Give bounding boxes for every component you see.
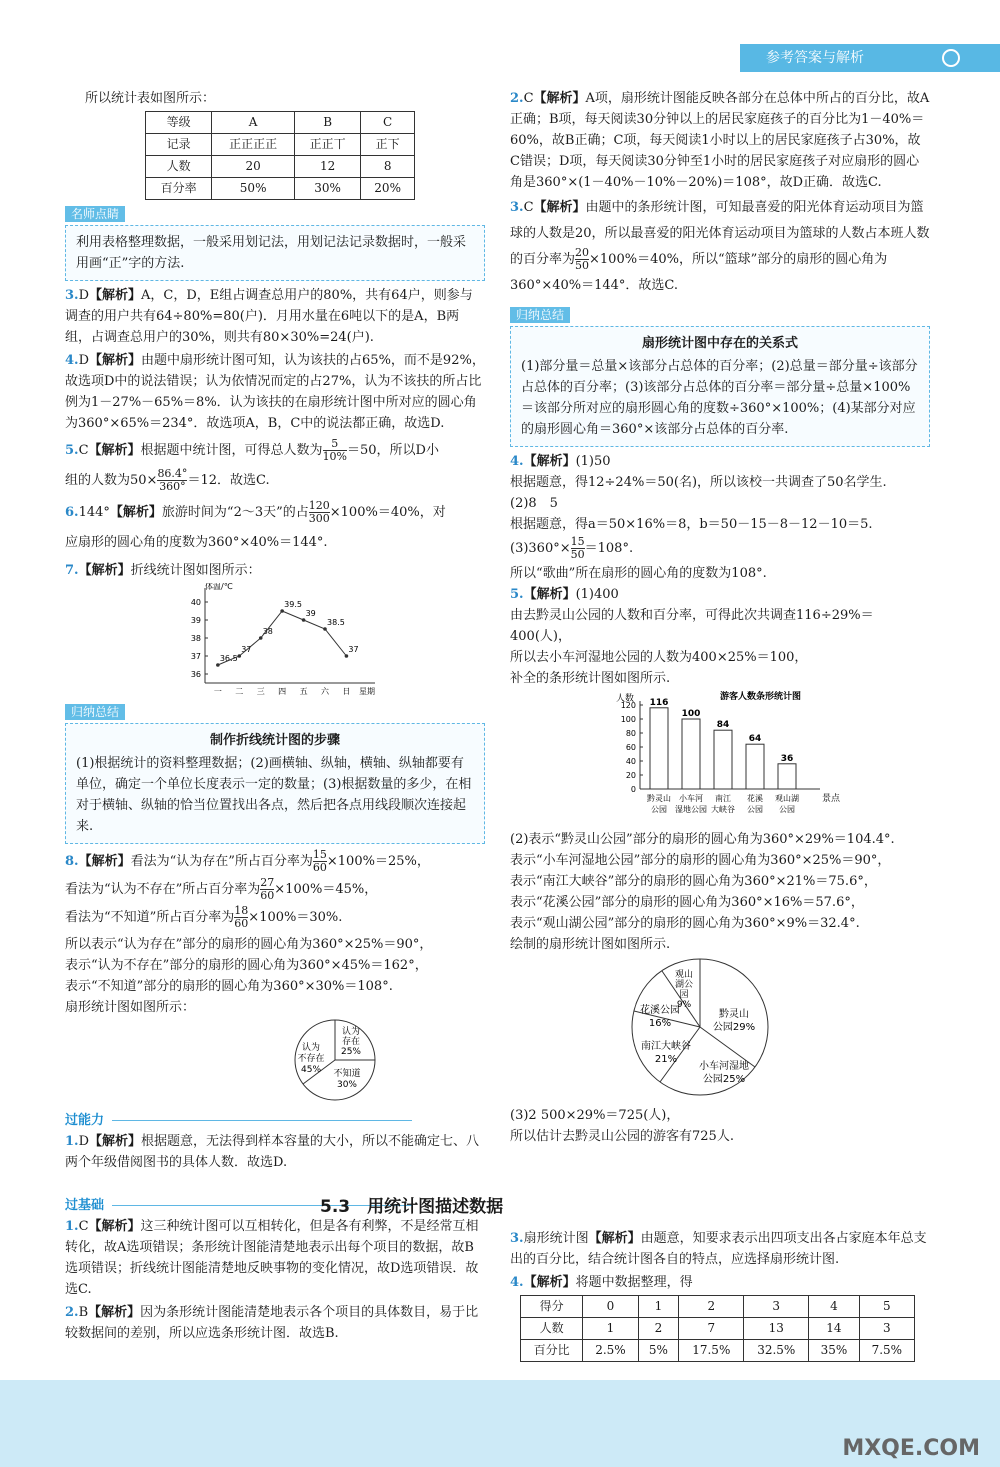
table-cell: 12 <box>294 156 360 178</box>
q-text: 表示“认为不存在”部分的扇形的圆心角为360°×45%＝162°， <box>65 958 428 973</box>
table-cell: 7 <box>679 1318 744 1340</box>
table-cell: 35% <box>809 1340 859 1362</box>
q-text: 根据题意，无法得到样本容量的大小，所以不能确定七、八两个年级借阅图书的具体人数．故选D. <box>65 1134 480 1170</box>
bar <box>778 764 796 789</box>
q-number: 8. <box>65 854 79 869</box>
pie-label: 不存在 <box>297 1054 325 1064</box>
x-tick-label: 公园 <box>651 805 667 814</box>
table-cell: 20 <box>212 156 295 178</box>
data-label: 100 <box>681 709 701 719</box>
fraction <box>313 849 327 874</box>
tip-title: 制作折线统计图的步骤 <box>209 733 340 748</box>
table-cell: 2 <box>679 1296 744 1318</box>
q-number: 5. <box>510 587 524 602</box>
bar <box>650 708 668 789</box>
pie-label: 湖公 <box>674 980 694 990</box>
pie-label: 认为 <box>341 1027 361 1037</box>
q-text: 所以去小车河湿地公园的人数为400×25%＝100， <box>510 650 808 665</box>
right-column <box>510 88 930 1147</box>
q-tag: 【解析】 <box>78 563 131 578</box>
denominator: 60 <box>260 889 275 902</box>
q-text: ×100%＝40%，所以“篮球”部分的扇形的圆心角为360°×40%＝144°．故选C. <box>510 252 888 293</box>
q-tag: 【解析】 <box>588 1231 641 1246</box>
pie-label: 30% <box>336 1080 358 1090</box>
q-number: 2. <box>510 91 524 106</box>
data-label: 116 <box>649 697 669 708</box>
q-number: 3. <box>510 1231 524 1246</box>
rocket-icon <box>942 49 960 67</box>
q-text: 所以表示“认为存在”部分的扇形的圆心角为360°×25%＝90°， <box>65 937 433 952</box>
q-number: 4. <box>510 1275 524 1290</box>
x-tick-label: 四 <box>278 687 287 696</box>
answer-q3 <box>65 285 485 348</box>
table-cell: 50% <box>212 178 295 200</box>
q-text: 由题中扇形统计图可知，认为该扶的占65%，而不是92%，故选项D中的说法错误；认为依情况而定的占27%，认为不该扶的所占比例为1－27%－65%＝8%．认为该扶的在扇形统计图中所对应的圆心角为360°×65%＝234°．故选项A，B，C中的说法都正确，故选D. <box>65 353 485 431</box>
intro-text: 所以统计表如图所示： <box>85 91 216 106</box>
y-tick-label: 36 <box>190 670 201 679</box>
x-tick-label: 观山湖 <box>775 794 799 803</box>
q-tag: 【解析】 <box>109 505 162 520</box>
data-label: 38 <box>262 627 273 636</box>
numerator: 20 <box>575 246 590 259</box>
q-answer: C <box>78 1219 89 1234</box>
footer-band <box>0 1380 1000 1467</box>
q-text: 所以“歌曲”所在扇形的圆心角的度数为108°. <box>510 566 767 581</box>
table-row <box>146 134 415 156</box>
data-label: 84 <box>716 720 730 731</box>
fraction <box>571 536 585 561</box>
x-tick-label: 小车河 <box>679 794 703 803</box>
x-tick-label: 公园 <box>747 805 763 814</box>
q-tag: 【解析】 <box>533 200 586 215</box>
watermark: MXQE.COM <box>842 1436 980 1461</box>
q-number: 4. <box>510 454 524 469</box>
tip-label: 归纳总结 <box>510 307 570 323</box>
pie-label: 黔灵山 <box>719 1009 749 1020</box>
tip-text: (1)部分量＝总量×该部分占总体的百分率；(2)总量＝部分量÷该部分占总体的百分率；(3)该部分占总体的百分率＝部分量÷总量×100%＝该部分所对应的扇形圆心角的度数÷360°×100%；(4)某部分对应的扇形圆心角＝360°×该部分占总体的百分率. <box>521 359 918 437</box>
pie-label: 公园25% <box>702 1074 746 1085</box>
q-text: A项，扇形统计图能反映各部分在总体中所占的百分比，故A正确；B项，每天阅读30分钟以上的居民家庭孩子的百分比为1－40%＝60%，故B正确；C项，每天阅读1小时以上的居民家庭孩子占30%，故C错误；D项，每天阅读30分钟至1小时的居民家庭孩子对应扇形的圆心角是360°×(1－40%－10%－20%)＝108°，故D正确．故选C. <box>510 91 930 190</box>
q-number: 1. <box>65 1134 79 1149</box>
table-row <box>521 1296 915 1318</box>
q-tag: 【解析】 <box>88 1305 141 1320</box>
q-text: ×100%＝45%， <box>274 882 378 897</box>
q-tag: 【解析】 <box>533 91 586 106</box>
tip-label: 归纳总结 <box>65 704 125 720</box>
q-text: 由题意，知要求表示出四项支出各占家庭本年总支出的百分比，结合统计图各自的特点，应选择扇形统计图. <box>510 1231 927 1267</box>
x-axis-label: 景点 <box>822 794 841 804</box>
q-text: ＝50，所以D小 <box>347 443 439 458</box>
answer-q4 <box>65 350 485 434</box>
bar <box>682 719 700 789</box>
table-cell: 13 <box>744 1318 809 1340</box>
data-label: 39 <box>305 609 316 618</box>
table-cell: C <box>361 112 415 134</box>
denominator: 50 <box>575 259 590 272</box>
pie-label: 不知道 <box>333 1069 361 1079</box>
data-label: 64 <box>748 734 762 745</box>
y-tick-label: 38 <box>190 634 201 643</box>
pie-label: 认为 <box>301 1043 321 1053</box>
q-text: 扇形统计图如图所示： <box>65 1000 196 1015</box>
pie-label: 小车河湿地 <box>699 1061 749 1072</box>
pie-chart-visitors <box>510 955 930 1105</box>
table-cell: 1 <box>638 1296 679 1318</box>
answer-q6 <box>65 498 485 558</box>
q-answer: 144° <box>78 505 110 520</box>
q-text: (1)400 <box>575 587 619 602</box>
q-number: 1. <box>65 1219 79 1234</box>
q-text: ×100%＝30%. <box>248 910 343 925</box>
section-pass-ability: 过能力 <box>65 1110 485 1131</box>
table-cell: 1 <box>583 1318 638 1340</box>
bar <box>714 730 732 789</box>
tally-table <box>145 111 415 200</box>
table-cell: 正正正正 <box>212 134 295 156</box>
x-axis-label: 星期 <box>359 687 375 696</box>
table-cell: 百分率 <box>146 178 212 200</box>
pie-label: 观山 <box>674 970 694 980</box>
denominator: 300 <box>308 512 330 525</box>
pie-label: 45% <box>300 1065 322 1075</box>
data-label: 36 <box>780 753 794 764</box>
table-cell: 人数 <box>521 1318 583 1340</box>
answer-q5 <box>65 436 485 496</box>
table-cell: 14 <box>809 1318 859 1340</box>
q-text: ×100%＝40%，对 <box>329 505 446 520</box>
tip-text: 利用表格整理数据，一般采用划记法，用划记法记录数据时，一般采用画“正”字的方法. <box>76 235 467 271</box>
q-number: 6. <box>65 505 79 520</box>
q-text: 由题中的条形统计图，可知最喜爱的阳光体育运动项目为篮球的人数是20，所以最喜爱的阳光体育运动项目为篮球的人数占本班人数的百分率为 <box>510 200 930 267</box>
q-text: (3)2 500×29%＝725(人)， <box>510 1108 680 1123</box>
q-text: 应扇形的圆心角的度数为360°×40%＝144°. <box>65 535 328 550</box>
pie-label: 花溪公园 <box>640 1005 680 1016</box>
q-answer: D <box>78 353 90 368</box>
table-cell: 3 <box>859 1318 914 1340</box>
data-label: 37 <box>241 645 252 654</box>
fraction <box>309 500 330 525</box>
x-tick-label: 六 <box>321 687 329 696</box>
numerator: 86.4° <box>157 467 188 480</box>
y-tick-label: 37 <box>190 652 201 661</box>
data-label: 38.5 <box>327 618 345 627</box>
table-cell: 百分比 <box>521 1340 583 1362</box>
numerator: 5 <box>323 438 347 451</box>
q-tag: 【解析】 <box>523 587 576 602</box>
denominator: 60 <box>234 917 249 930</box>
bar <box>746 744 764 789</box>
q-number: 4. <box>65 353 79 368</box>
table-cell: 7.5% <box>859 1340 914 1362</box>
table-cell: 3 <box>744 1296 809 1318</box>
numerator: 15 <box>312 848 327 861</box>
q-answer: D <box>78 1134 90 1149</box>
q-tag: 【解析】 <box>523 1275 576 1290</box>
data-label: 37 <box>348 645 359 654</box>
q-text: 表示“不知道”部分的扇形的圆心角为360°×30%＝108°. <box>65 979 393 994</box>
fraction <box>575 247 589 272</box>
pie-chart-opinion <box>65 1018 485 1106</box>
page-header <box>740 44 1000 72</box>
table-cell: 正正丅 <box>294 134 360 156</box>
q-text: 根据题意，得12÷24%＝50(名)，所以该校一共调查了50名学生. <box>510 475 887 490</box>
q-text: 看法为“认为不存在”所占百分率为 <box>65 882 261 897</box>
tip-label: 名师点睛 <box>65 206 125 222</box>
table-cell: 2.5% <box>583 1340 638 1362</box>
q-tag: 【解析】 <box>89 288 142 303</box>
answer-s3-s4 <box>510 1228 930 1362</box>
denominator: 60 <box>312 861 327 874</box>
x-tick-label: 公园 <box>779 805 795 814</box>
table-cell: B <box>294 112 360 134</box>
q-text: (2)8 5 <box>510 496 558 511</box>
data-label: 39.5 <box>284 600 302 609</box>
table-cell: 记录 <box>146 134 212 156</box>
q-text: 补全的条形统计图如图所示. <box>510 671 671 686</box>
table-cell: 人数 <box>146 156 212 178</box>
q-text: 表示“小车河湿地公园”部分的扇形的圆心角为360°×25%＝90°， <box>510 853 891 868</box>
q-text: 根据题中统计图，可得总人数为 <box>140 443 323 458</box>
q-text: 将题中数据整理，得 <box>575 1275 693 1290</box>
q-answer: 扇形统计图 <box>523 1231 589 1246</box>
q-number: 5. <box>65 443 79 458</box>
q-text: 看法为“不知道”所占百分率为 <box>65 910 235 925</box>
tip-text: (1)根据统计的资料整理数据；(2)画横轴、纵轴，横轴、纵轴都要有单位，确定一个单位长度表示一定的数量；(3)根据数量的多少，在相对于横轴、纵轴的恰当位置找出各点，然后把各点用线段顺次连接起来. <box>76 756 472 834</box>
q-text: 折线统计图如图所示： <box>130 563 261 578</box>
table-cell: A <box>212 112 295 134</box>
q-text: 表示“南江大峡谷”部分的扇形的圆心角为360°×21%＝75.6°， <box>510 874 877 889</box>
pie-label: 25% <box>340 1047 362 1057</box>
q-text: (1)50 <box>575 454 611 469</box>
tip-box <box>510 326 930 447</box>
q-answer: D <box>78 288 90 303</box>
pie-label: 存在 <box>341 1037 361 1047</box>
q-tag: 【解析】 <box>88 1219 141 1234</box>
answer-s3 <box>510 1228 930 1270</box>
answer-r3 <box>510 195 930 299</box>
q-answer: C <box>523 91 534 106</box>
q-text: ×100%＝25%， <box>326 854 430 869</box>
q-text: 表示“花溪公园”部分的扇形的圆心角为360°×16%＝57.6°， <box>510 895 864 910</box>
chart-title: 游客人数条形统计图 <box>720 692 802 702</box>
table-row <box>146 112 415 134</box>
y-tick-label: 20 <box>625 771 636 780</box>
q-number: 3. <box>510 200 524 215</box>
y-tick-label: 60 <box>625 743 636 752</box>
q-number: 3. <box>65 288 79 303</box>
table-cell: 5% <box>638 1340 679 1362</box>
score-table <box>520 1295 915 1362</box>
q-text: 这三种统计图可以互相转化，但是各有利弊，不是经常互相转化，故A选项错误；条形统计图能清楚地表示出每个项目的数据，故B选项错误；折线统计图能清楚地反映事物的变化情况，故D选项错误．故选C. <box>65 1219 479 1297</box>
q-answer: C <box>78 443 89 458</box>
q-tag: 【解析】 <box>523 454 576 469</box>
table-cell: 20% <box>361 178 415 200</box>
denominator: 10% <box>322 450 348 463</box>
q-tag: 【解析】 <box>88 443 141 458</box>
line-chart <box>65 583 485 698</box>
table-cell: 8 <box>361 156 415 178</box>
denominator: 360° <box>159 480 186 493</box>
answer-b2 <box>65 1302 485 1344</box>
x-tick-label: 五 <box>299 687 308 696</box>
q-number: 7. <box>65 563 79 578</box>
pie-label: 园 <box>679 990 689 1000</box>
q-text: 看法为“认为存在”所占百分率为 <box>130 854 313 869</box>
table-cell: 0 <box>583 1296 638 1318</box>
q-text: 旅游时间为“2～3天”的占 <box>161 505 309 520</box>
q-text: 表示“观山湖公园”部分的扇形的圆心角为360°×9%＝32.4°. <box>510 916 860 931</box>
q-text: 组的人数为50× <box>65 473 158 488</box>
data-label: 36.5 <box>219 654 238 663</box>
fraction <box>234 905 248 930</box>
table-cell: 5 <box>859 1296 914 1318</box>
table-cell: 得分 <box>521 1296 583 1318</box>
q-text: 根据题意，得a＝50×16%＝8，b＝50－15－8－12－10＝5. <box>510 517 873 532</box>
y-tick-label: 40 <box>625 757 636 766</box>
answer-r2 <box>510 88 930 193</box>
q-text: 绘制的扇形统计图如图所示. <box>510 937 671 952</box>
table-cell: 32.5% <box>744 1340 809 1362</box>
q-answer: B <box>78 1305 89 1320</box>
numerator: 18 <box>234 904 249 917</box>
q-text: 所以估计去黔灵山公园的游客有725人. <box>510 1129 734 1144</box>
q-text: 因为条形统计图能清楚地表示各个项目的具体数目，易于比较数据间的差别，所以应选条形统计图．故选B. <box>65 1305 479 1341</box>
numerator: 120 <box>308 499 330 512</box>
answer-r5 <box>510 584 930 689</box>
q-text: ＝108°. <box>584 541 634 556</box>
table-cell: 2 <box>638 1318 679 1340</box>
q-tag: 【解析】 <box>78 854 131 869</box>
answer-q8 <box>65 848 485 932</box>
x-tick-label: 日 <box>342 687 351 696</box>
answer-r4 <box>510 451 930 584</box>
tip-box <box>65 723 485 844</box>
section-title: 5.3 用统计图描述数据 <box>320 1197 504 1217</box>
fraction <box>260 877 274 902</box>
tip-title: 扇形统计图中存在的关系式 <box>641 336 798 351</box>
table-cell: 4 <box>809 1296 859 1318</box>
q-answer: C <box>523 200 534 215</box>
answer-s4 <box>510 1272 930 1293</box>
pie-label: 南江大峡谷 <box>641 1041 691 1052</box>
y-axis-label: 人数 <box>616 694 635 704</box>
y-tick-label: 120 <box>620 701 636 710</box>
numerator: 27 <box>260 876 275 889</box>
x-tick-label: 湿地公园 <box>675 805 707 814</box>
y-axis-label: 体温/℃ <box>205 583 233 591</box>
answer-b1 <box>65 1216 485 1300</box>
table-cell: 等级 <box>146 112 212 134</box>
left-column <box>65 88 485 1346</box>
header-title: 参考答案与解析 <box>766 50 864 66</box>
x-tick-label: 二 <box>235 687 244 696</box>
y-tick-label: 0 <box>630 785 636 794</box>
fraction <box>323 438 347 463</box>
denominator: 50 <box>570 548 585 561</box>
x-tick-label: 南江 <box>715 794 731 803</box>
bar-chart-visitors <box>510 689 930 829</box>
x-tick-label: 大峡谷 <box>711 805 735 814</box>
q-text: ＝12．故选C. <box>187 473 270 488</box>
table-row <box>521 1318 915 1340</box>
table-row <box>146 178 415 200</box>
table-cell: 17.5% <box>679 1340 744 1362</box>
x-tick-label: 三 <box>256 687 265 696</box>
pie-label: 21% <box>654 1054 678 1065</box>
q-text: (3)360°× <box>510 541 571 556</box>
y-tick-label: 40 <box>190 598 201 607</box>
table-cell: 30% <box>294 178 360 200</box>
q-number: 2. <box>65 1305 79 1320</box>
section-pass-basics: 过基础 <box>65 1195 485 1216</box>
y-tick-label: 80 <box>625 729 636 738</box>
pie-label: 公园29% <box>712 1022 756 1033</box>
table-row <box>146 156 415 178</box>
numerator: 15 <box>570 535 585 548</box>
x-tick-label: 一 <box>213 687 222 696</box>
q-text: (2)表示“黔灵山公园”部分的扇形的圆心角为360°×29%＝104.4°. <box>510 832 895 847</box>
pie-label: 16% <box>648 1018 672 1029</box>
x-tick-label: 花溪 <box>747 794 763 803</box>
table-cell: 正下 <box>361 134 415 156</box>
x-tick-label: 黔灵山 <box>647 794 671 803</box>
answer-q7 <box>65 560 485 581</box>
table-row <box>521 1340 915 1362</box>
q-text: 由去黔灵山公园的人数和百分率，可得此次共调查116÷29%＝400(人)， <box>510 608 874 644</box>
y-tick-label: 100 <box>620 715 636 724</box>
q-tag: 【解析】 <box>89 353 142 368</box>
pie-label: 9% <box>676 1000 692 1010</box>
q-text: A，C，D，E组占调查总用户的80%，共有64户，则参与调查的用户共有64÷80%=80(户)．月用水量在6吨以下的是A，B两组，占调查总用户的30%，则共有80×30%=24(户). <box>65 288 473 345</box>
tip-box <box>65 225 485 281</box>
q-tag: 【解析】 <box>89 1134 142 1149</box>
pie-body <box>632 959 768 1095</box>
fraction <box>157 468 187 493</box>
answer-p1 <box>65 1131 485 1173</box>
y-tick-label: 39 <box>190 616 201 625</box>
pie-body <box>295 1020 375 1100</box>
